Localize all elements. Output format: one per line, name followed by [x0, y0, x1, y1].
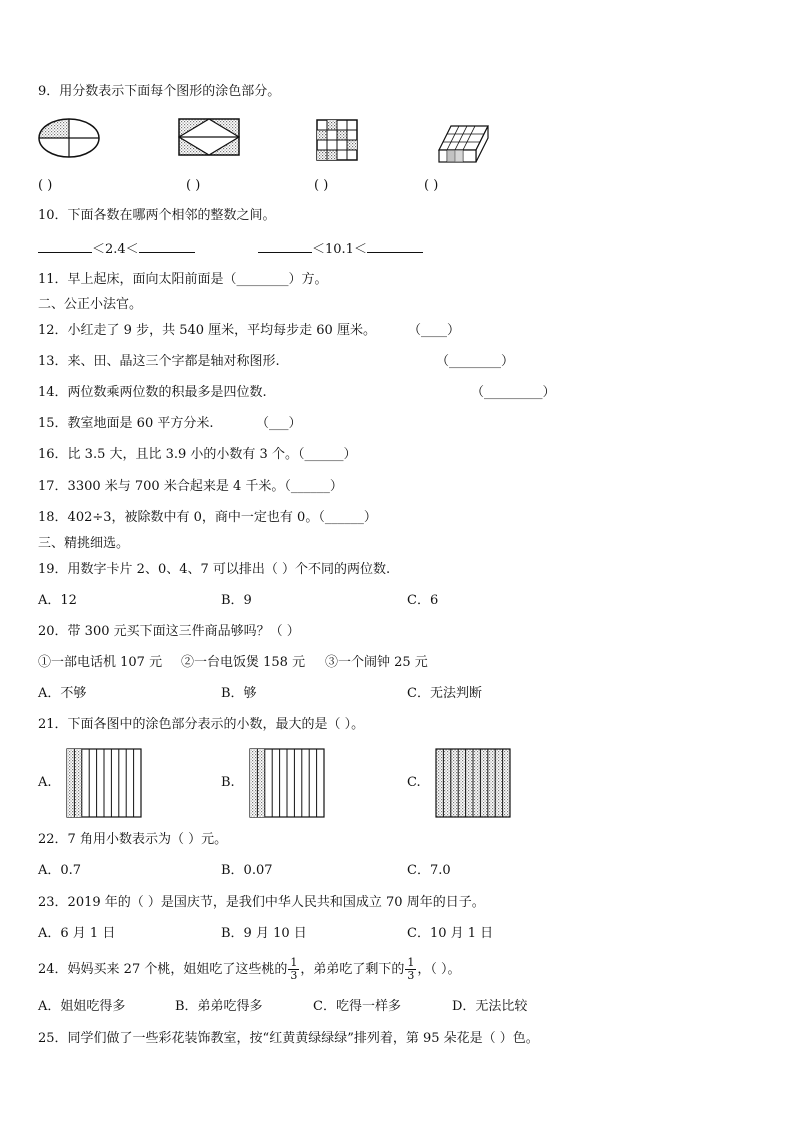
section-2-heading: 二、公正小法官。: [38, 297, 143, 312]
q21-option-b[interactable]: B.: [221, 775, 235, 790]
blank-line[interactable]: [38, 240, 92, 253]
fraction-denominator: 3: [407, 969, 415, 982]
q20-item-1: ①一部电话机 107 元: [38, 655, 163, 670]
blank-line[interactable]: [258, 240, 312, 253]
blank-line[interactable]: [367, 240, 423, 253]
q23-option-c[interactable]: C．10 月 1 日: [407, 926, 494, 941]
q25-text: 25．同学们做了一些彩花装饰教室，按“红黄黄绿绿绿”排列着，第 95 朵花是（ ）色。: [38, 1031, 539, 1046]
fraction-numerator: 1: [290, 956, 298, 969]
q22-text: 22．7 角用小数表示为（ ）元。: [38, 832, 228, 847]
q9-answer-2[interactable]: ( ): [186, 178, 201, 193]
q18-text: 18．402÷3，被除数中有 0，商中一定也有 0。（______）: [38, 510, 377, 525]
cuboid-figure: [436, 122, 492, 164]
q23-text: 23．2019 年的（ ）是国庆节，是我们中华人民共和国成立 70 周年的日子。: [38, 895, 485, 910]
q12-text: 12．小红走了 9 步，共 540 厘米，平均每步走 60 厘米。: [38, 323, 376, 338]
fraction-denominator: 3: [290, 969, 298, 982]
rectangle-rhombus-figure: [178, 118, 240, 156]
q22-option-b[interactable]: B．0.07: [221, 863, 273, 878]
q10-b-text: ＜10.1＜: [312, 242, 367, 257]
fraction-one-third: [288, 957, 299, 982]
q10-blank-a[interactable]: [38, 240, 195, 258]
q20-text: 20．带 300 元买下面这三件商品够吗？（ ）: [38, 624, 300, 639]
q24-option-b[interactable]: B．弟弟吃得多: [175, 999, 263, 1014]
q24-option-c[interactable]: C．吃得一样多: [313, 999, 401, 1014]
section-3-heading: 三、精挑细选。: [38, 536, 130, 551]
q10-a-text: ＜2.4＜: [92, 242, 139, 257]
q19-text: 19．用数字卡片 2、0、4、7 可以排出（ ）个不同的两位数.: [38, 562, 391, 577]
q24-text: [38, 955, 461, 985]
q14-text: 14．两位数乘两位数的积最多是四位数.: [38, 385, 267, 400]
q12-answer[interactable]: （____）: [408, 323, 461, 338]
q20-option-b[interactable]: B．够: [221, 686, 257, 701]
q21-text: 21．下面各图中的涂色部分表示的小数，最大的是（ ）。: [38, 717, 365, 732]
q21-option-c[interactable]: C.: [407, 775, 421, 790]
q19-option-b[interactable]: B．9: [221, 593, 252, 608]
q9-answer-4[interactable]: ( ): [424, 178, 439, 193]
stripe-figure-a: [66, 748, 142, 818]
stripe-figure-c: [435, 748, 511, 818]
q22-option-c[interactable]: C．7.0: [407, 863, 451, 878]
q24-text-a: 24．妈妈买来 27 个桃，姐姐吃了这些桃的: [38, 962, 288, 977]
q16-text: 16．比 3.5 大，且比 3.9 小的小数有 3 个。（______）: [38, 447, 357, 462]
q17-text: 17．3300 米与 700 米合起来是 4 千米。（______）: [38, 479, 343, 494]
q24-text-c: ，（ ）。: [417, 962, 461, 977]
q20-item-2: ②一台电饭煲 158 元: [181, 655, 306, 670]
q15-answer[interactable]: （___）: [256, 416, 302, 431]
q22-option-a[interactable]: A．0.7: [38, 863, 82, 878]
fraction-one-third: [405, 957, 416, 982]
q9-answer-1[interactable]: ( ): [38, 178, 53, 193]
q21-option-a[interactable]: A.: [38, 775, 52, 790]
blank-line[interactable]: [139, 240, 195, 253]
q23-option-b[interactable]: B．9 月 10 日: [221, 926, 307, 941]
grid-square-figure: [316, 119, 358, 161]
q20-option-c[interactable]: C．无法判断: [407, 686, 482, 701]
q23-option-a[interactable]: A．6 月 1 日: [38, 926, 116, 941]
q11-text: 11．早上起床，面向太阳前面是（________）方。: [38, 272, 328, 287]
q9-answer-3[interactable]: ( ): [314, 178, 329, 193]
q15-text: 15．教室地面是 60 平方分米.: [38, 416, 214, 431]
ellipse-figure: [36, 116, 102, 160]
q19-option-a[interactable]: A．12: [38, 593, 77, 608]
q14-answer[interactable]: （_________）: [471, 385, 556, 400]
stripe-figure-b: [249, 748, 325, 818]
q9-text: 9．用分数表示下面每个图形的涂色部分。: [38, 84, 281, 99]
q19-option-c[interactable]: C．6: [407, 593, 439, 608]
q24-text-b: ，弟弟吃了剩下的: [300, 962, 405, 977]
q10-text: 10．下面各数在哪两个相邻的整数之间。: [38, 208, 276, 223]
q13-text: 13．来、田、晶这三个字都是轴对称图形.: [38, 354, 280, 369]
q24-option-d[interactable]: D．无法比较: [452, 999, 528, 1014]
q20-option-a[interactable]: A．不够: [38, 686, 87, 701]
fraction-numerator: 1: [407, 956, 415, 969]
q24-option-a[interactable]: A．姐姐吃得多: [38, 999, 126, 1014]
q20-item-3: ③一个闹钟 25 元: [325, 655, 428, 670]
q10-blank-b[interactable]: [258, 240, 423, 258]
q13-answer[interactable]: （________）: [436, 354, 515, 369]
